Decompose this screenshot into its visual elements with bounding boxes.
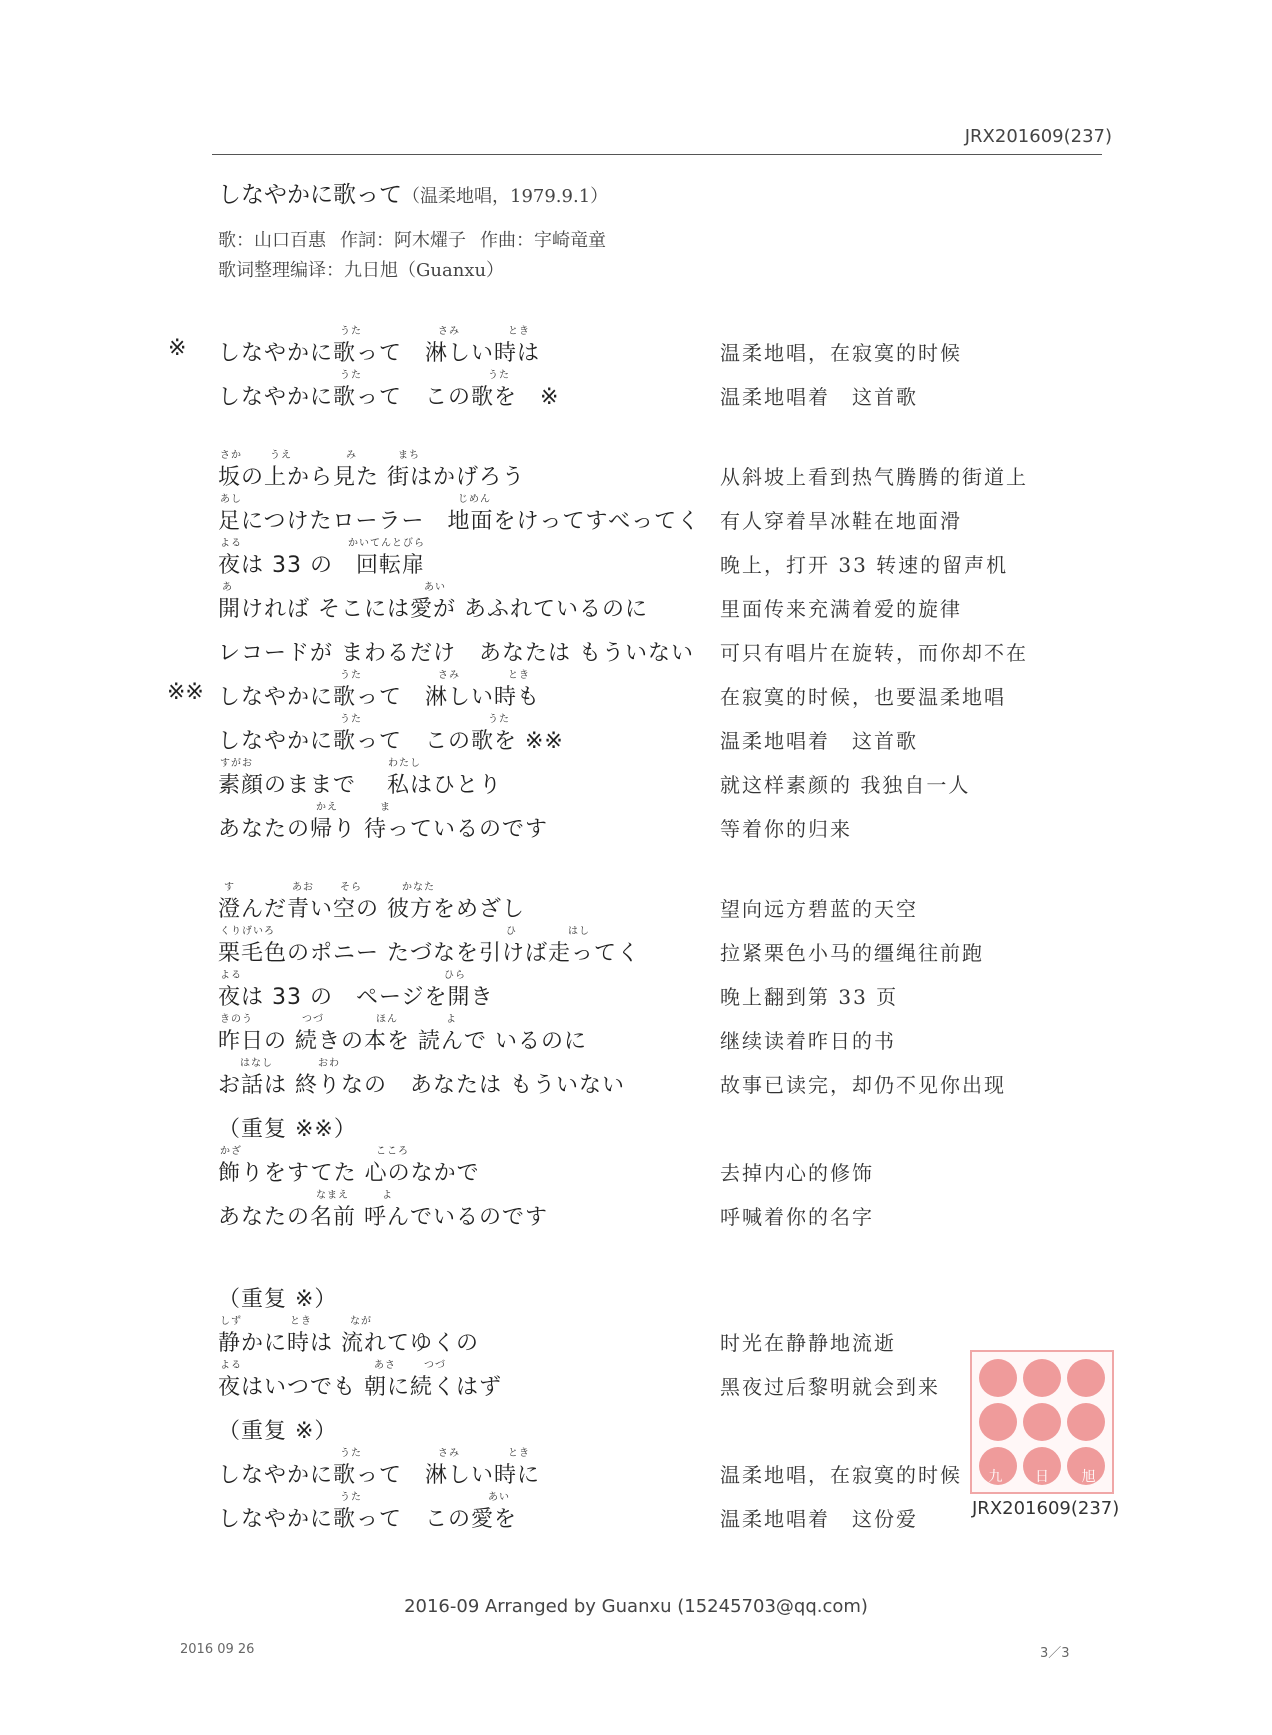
lyric-row: [0, 1010, 1272, 1054]
furigana: うた: [488, 714, 510, 725]
lyric-chinese: 呼喊着你的名字: [720, 1205, 874, 1229]
translator: 歌词整理编译：九日旭（Guanxu）: [218, 260, 505, 281]
furigana: すがお: [220, 758, 253, 769]
furigana: つづ: [424, 1360, 446, 1371]
lyric-japanese: お話は 終りなの あなたは もういない: [218, 1073, 625, 1098]
lyric-japanese: （重复 ※）: [218, 1287, 338, 1312]
furigana: さみ: [438, 326, 460, 337]
doc-code: JRX201609(237): [964, 126, 1112, 147]
furigana: さか: [220, 450, 242, 461]
furigana: よる: [220, 538, 242, 549]
seal-chars: [972, 1466, 1112, 1486]
lyric-row: [0, 666, 1272, 710]
lyric-japanese: 栗毛色のポニー たづなを引けば走ってく: [218, 941, 640, 966]
furigana: とき: [508, 326, 530, 337]
lyric-chinese: 望向远方碧蓝的天空: [720, 897, 918, 921]
furigana: うた: [340, 1448, 362, 1459]
lyric-japanese: 開ければ そこには愛が あふれているのに: [218, 597, 648, 622]
refrain-mark: ※※: [167, 680, 204, 705]
furigana: あし: [220, 494, 242, 505]
lyric-japanese: あなたの名前 呼んでいるのです: [218, 1205, 548, 1230]
lyric-japanese: 坂の上から見た 街はかげろう: [218, 465, 525, 490]
lyric-chinese: 温柔地唱，在寂寞的时候: [720, 341, 962, 365]
lyric-chinese: 等着你的归来: [720, 817, 852, 841]
furigana: うた: [340, 370, 362, 381]
furigana: あい: [488, 1492, 510, 1503]
furigana: わたし: [388, 758, 421, 769]
lyric-japanese: しなやかに歌って 淋しい時は: [218, 341, 541, 366]
furigana: まち: [398, 450, 420, 461]
furigana: あお: [292, 882, 314, 893]
footer-arranged: 2016-09 Arranged by Guanxu (15245703@qq.com): [404, 1596, 868, 1617]
seal-dot: [1023, 1403, 1061, 1441]
credits-line-1: [218, 226, 620, 256]
lyric-row: [0, 798, 1272, 842]
furigana: くりげいろ: [220, 926, 275, 937]
furigana: はし: [568, 926, 590, 937]
furigana: さみ: [438, 670, 460, 681]
lyric-row: [0, 1142, 1272, 1186]
composer: 作曲：宇崎竜童: [480, 230, 606, 251]
lyric-row: [0, 1268, 1272, 1312]
lyric-row: [0, 1054, 1272, 1098]
furigana: よる: [220, 970, 242, 981]
footer-date: 2016 09 26: [180, 1642, 255, 1657]
lyric-row: [0, 754, 1272, 798]
lyric-row: [0, 490, 1272, 534]
lyric-row: [0, 878, 1272, 922]
lyric-row: [0, 322, 1272, 366]
credits: [218, 226, 620, 286]
furigana: かえ: [316, 802, 338, 813]
singer: 歌：山口百惠: [218, 230, 326, 251]
furigana: かなた: [402, 882, 435, 893]
lyric-row: [0, 366, 1272, 410]
furigana: うえ: [270, 450, 292, 461]
song-title-main: しなやかに歌って: [218, 182, 402, 208]
lyric-japanese: 飾りをすてた 心のなかで: [218, 1161, 480, 1186]
furigana: つづ: [302, 1014, 324, 1025]
furigana: ほん: [376, 1014, 398, 1025]
furigana: かざ: [220, 1146, 242, 1157]
lyricist: 作詞：阿木燿子: [340, 230, 466, 251]
lyric-chinese: 故事已读完，却仍不见你出现: [720, 1073, 1006, 1097]
lyric-japanese: あなたの帰り 待っているのです: [218, 817, 548, 842]
lyric-chinese: 就这样素颜的 我独自一人: [720, 773, 971, 797]
lyric-japanese: 夜は 33 の 回転扉: [218, 553, 425, 578]
lyric-chinese: 里面传来充满着爱的旋律: [720, 597, 962, 621]
seal-dot: [979, 1359, 1017, 1397]
lyric-row: [0, 1186, 1272, 1230]
seal-char: 九: [988, 1469, 1003, 1485]
lyric-chinese: 温柔地唱，在寂寞的时候: [720, 1463, 962, 1487]
lyric-chinese: 继续读着昨日的书: [720, 1029, 896, 1053]
lyric-chinese: 黑夜过后黎明就会到来: [720, 1375, 940, 1399]
lyric-japanese: （重复 ※）: [218, 1419, 338, 1444]
lyric-japanese: 静かに時は 流れてゆくの: [218, 1331, 479, 1356]
refrain-mark: ※: [168, 336, 187, 361]
furigana: はなし: [240, 1058, 273, 1069]
lyric-japanese: 夜はいつでも 朝に続くはず: [218, 1375, 502, 1400]
seal-dot: [1023, 1359, 1061, 1397]
furigana: じめん: [458, 494, 491, 505]
furigana: うた: [340, 714, 362, 725]
lyric-japanese: （重复 ※※）: [218, 1117, 357, 1142]
lyric-chinese: 温柔地唱着 这首歌: [720, 385, 918, 409]
furigana: しず: [220, 1316, 242, 1327]
furigana: そら: [340, 882, 362, 893]
furigana: す: [224, 882, 235, 893]
lyric-chinese: 温柔地唱着 这份爱: [720, 1507, 918, 1531]
lyric-japanese: 澄んだ青い空の 彼方をめざし: [218, 897, 525, 922]
lyric-japanese: しなやかに歌って この愛を: [218, 1507, 518, 1532]
seal-dot: [1067, 1359, 1105, 1397]
lyric-japanese: 夜は 33 の ページを開き: [218, 985, 494, 1010]
furigana: なまえ: [316, 1190, 349, 1201]
seal-char: 旭: [1081, 1469, 1096, 1485]
furigana: うた: [340, 326, 362, 337]
lyric-chinese: 拉紧栗色小马的缰绳往前跑: [720, 941, 984, 965]
lyric-japanese: 足につけたローラー 地面をけってすべってく: [218, 509, 701, 534]
furigana: こころ: [376, 1146, 409, 1157]
seal: [970, 1350, 1114, 1494]
lyric-row: [0, 922, 1272, 966]
lyric-japanese: しなやかに歌って 淋しい時も: [218, 685, 541, 710]
furigana: さみ: [438, 1448, 460, 1459]
furigana: み: [346, 450, 357, 461]
lyric-chinese: 温柔地唱着 这首歌: [720, 729, 918, 753]
seal-dot: [979, 1403, 1017, 1441]
lyric-japanese: 昨日の 続きの本を 読んで いるのに: [218, 1029, 587, 1054]
furigana: あさ: [374, 1360, 396, 1371]
furigana: かいてんとびら: [348, 538, 425, 549]
lyric-row: [0, 966, 1272, 1010]
lyric-chinese: 从斜坡上看到热气腾腾的街道上: [720, 465, 1028, 489]
furigana: あい: [424, 582, 446, 593]
lyric-chinese: 可只有唱片在旋转，而你却不在: [720, 641, 1028, 665]
furigana: きのう: [220, 1014, 253, 1025]
furigana: うた: [488, 370, 510, 381]
song-title-sub: （温柔地唱，1979.9.1）: [402, 186, 609, 207]
lyric-japanese: レコードが まわるだけ あなたは もういない: [218, 641, 694, 666]
lyric-chinese: 时光在静静地流逝: [720, 1331, 896, 1355]
seal-code: JRX201609(237): [972, 1498, 1120, 1519]
lyric-row: [0, 622, 1272, 666]
lyric-chinese: 晚上，打开 33 转速的留声机: [720, 553, 1009, 577]
furigana: ひら: [444, 970, 466, 981]
seal-char: 日: [1034, 1469, 1049, 1485]
lyric-chinese: 有人穿着旱冰鞋在地面滑: [720, 509, 962, 533]
lyric-row: [0, 710, 1272, 754]
lyric-japanese: しなやかに歌って この歌を ※※: [218, 729, 564, 754]
furigana: よ: [382, 1190, 393, 1201]
song-title: [218, 176, 608, 209]
furigana: あ: [222, 582, 233, 593]
lyric-row: [0, 1098, 1272, 1142]
lyric-japanese: しなやかに歌って この歌を ※: [218, 385, 560, 410]
furigana: ま: [380, 802, 391, 813]
furigana: よる: [220, 1360, 242, 1371]
lyric-row: [0, 578, 1272, 622]
furigana: うた: [340, 1492, 362, 1503]
lyric-chinese: 在寂寞的时候，也要温柔地唱: [720, 685, 1006, 709]
furigana: おわ: [318, 1058, 340, 1069]
furigana: とき: [508, 1448, 530, 1459]
lyric-row: [0, 534, 1272, 578]
page-number: 3／3: [1040, 1646, 1070, 1661]
top-rule: [212, 154, 1102, 155]
furigana: とき: [290, 1316, 312, 1327]
furigana: うた: [340, 670, 362, 681]
furigana: よ: [446, 1014, 457, 1025]
lyric-japanese: 素顔のままで 私はひとり: [218, 773, 502, 798]
lyric-chinese: 晚上翻到第 33 页: [720, 985, 899, 1009]
furigana: なが: [350, 1316, 372, 1327]
furigana: とき: [508, 670, 530, 681]
lyric-row: [0, 446, 1272, 490]
furigana: ひ: [506, 926, 517, 937]
seal-dot: [1067, 1403, 1105, 1441]
lyric-japanese: しなやかに歌って 淋しい時に: [218, 1463, 541, 1488]
lyric-chinese: 去掉内心的修饰: [720, 1161, 874, 1185]
